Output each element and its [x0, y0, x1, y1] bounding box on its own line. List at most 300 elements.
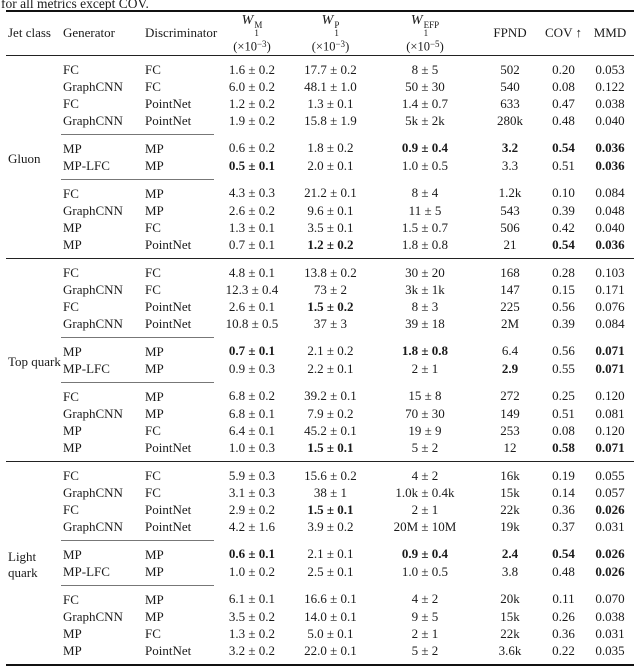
column-header-w1p [290, 11, 371, 55]
table-row [6, 563, 634, 586]
metric-cell: 15k [500, 484, 520, 500]
discriminator-cell: PointNet [145, 439, 192, 455]
table-row [6, 95, 634, 112]
metric-symbol-sub: 1 [423, 28, 429, 38]
metric-cell: 0.9 ± 0.3 [228, 360, 276, 376]
discriminator-cell: FC [145, 422, 161, 438]
metric-cell: 4.8 ± 0.1 [214, 258, 290, 281]
discriminator-cell: MP [143, 563, 214, 586]
metric-cell: 0.26 [552, 608, 575, 624]
metric-symbol-scripts [334, 21, 339, 37]
discriminator-cell: MP [145, 591, 164, 607]
discriminator-cell: MP [143, 134, 214, 157]
generator-cell: FC [63, 61, 79, 77]
metric-cell: 22.0 ± 0.1 [304, 642, 357, 658]
metric-cell: 6.8 ± 0.2 [228, 388, 276, 404]
generator-cell: MP [63, 422, 82, 438]
caption-fragment: for all metrics except COV. [1, 0, 149, 10]
generator-cell: FC [63, 185, 79, 201]
metric-cell: 0.54 [552, 546, 575, 562]
discriminator-cell: MP [145, 202, 164, 218]
metric-cell: 45.2 ± 0.1 [304, 422, 357, 438]
metric-cell: 19k [500, 518, 520, 534]
metric-cell: 3.6k [498, 642, 522, 658]
metric-cell: 0.08 [552, 422, 575, 438]
metric-cell: 1.4 ± 0.7 [401, 95, 449, 111]
metric-cell: 0.51 [552, 157, 575, 173]
generator-cell: GraphCNN [63, 315, 123, 331]
discriminator-cell: FC [145, 484, 161, 500]
metric-cell: 0.6 ± 0.2 [228, 140, 276, 156]
table-row [6, 236, 634, 259]
discriminator-cell: FC [145, 281, 161, 297]
table-row [6, 484, 634, 501]
generator-cell: GraphCNN [63, 405, 123, 421]
metric-cell: 3.3 [501, 157, 519, 173]
table-row [6, 258, 634, 281]
metric-cell: 39.2 ± 0.1 [304, 388, 357, 404]
metric-symbol [371, 12, 479, 37]
generator-cell: FC [61, 258, 143, 281]
metric-cell: 12.3 ± 0.4 [225, 281, 279, 297]
metric-cell: 253 [500, 422, 520, 438]
metric-cell: 1.3 ± 0.2 [228, 625, 276, 641]
metric-cell: 2.5 ± 0.1 [307, 563, 354, 579]
table-row [6, 315, 634, 338]
metric-cell: 1.8 ± 0.8 [401, 236, 449, 252]
metric-cell: 4 ± 2 [371, 461, 479, 484]
metric-cell: 0.171 [595, 281, 625, 297]
metric-cell: 0.54 [552, 236, 575, 252]
metric-scale [371, 37, 479, 55]
metric-cell: 3.2 ± 0.2 [228, 642, 276, 658]
metric-symbol [290, 12, 371, 37]
table-row [6, 219, 634, 236]
column-header-mmd: MMD [586, 11, 634, 55]
metric-cell: 8 ± 5 [411, 61, 439, 77]
table-row [6, 608, 634, 625]
metric-cell: 0.038 [595, 608, 625, 624]
metric-symbol-sub: 1 [254, 28, 259, 38]
metric-cell: 0.048 [595, 202, 625, 218]
column-header-fpnd: FPND [479, 11, 541, 55]
metric-cell: 17.7 ± 0.2 [304, 61, 357, 77]
metric-cell: 9 ± 5 [411, 608, 439, 624]
metric-cell: 506 [500, 219, 520, 235]
metric-cell: 39 ± 18 [405, 315, 445, 331]
metric-cell: 2 ± 1 [411, 501, 439, 517]
metric-cell: 0.11 [552, 591, 575, 607]
metric-symbol-scripts [424, 21, 440, 37]
metric-cell: 2.1 ± 0.2 [307, 343, 354, 359]
discriminator-cell: PointNet [145, 298, 192, 314]
metric-cell: 0.15 [552, 281, 575, 297]
table-row [6, 501, 634, 518]
column-header-jet: Jet class [6, 11, 61, 55]
generator-cell: MP [63, 219, 82, 235]
metric-cell: 1.2k [498, 185, 522, 201]
metric-cell: 10.8 ± 0.5 [225, 315, 279, 331]
metric-cell: 2.0 ± 0.1 [307, 157, 354, 173]
metric-cell: 0.026 [595, 563, 625, 579]
metric-cell: 0.084 [595, 185, 625, 201]
metric-cell: 0.122 [595, 78, 625, 94]
metric-cell: 0.51 [552, 405, 575, 421]
generator-cell: GraphCNN [63, 281, 123, 297]
discriminator-cell: PointNet [145, 518, 192, 534]
metric-cell: 0.035 [595, 642, 625, 658]
metric-cell: 0.48 [552, 112, 575, 128]
metric-scale-exponent: −5 [429, 39, 440, 49]
caption-fragment-wrap [0, 0, 640, 10]
metric-cell: 0.39 [552, 202, 575, 218]
metric-cell: 5.9 ± 0.3 [214, 461, 290, 484]
metric-scale [290, 37, 371, 55]
generator-cell: FC [63, 501, 79, 517]
generator-cell: FC [61, 461, 143, 484]
metric-cell: 0.120 [595, 422, 625, 438]
metric-cell: 15 ± 8 [408, 388, 442, 404]
discriminator-cell: MP [143, 157, 214, 180]
metric-cell: 0.56 [552, 343, 575, 359]
metric-cell: 3k ± 1k [405, 281, 445, 297]
discriminator-cell: PointNet [145, 112, 192, 128]
metric-cell: 0.031 [595, 518, 625, 534]
metric-cell: 0.37 [552, 518, 575, 534]
metric-cell: 3.5 ± 0.1 [307, 219, 354, 235]
metric-cell: 0.026 [595, 501, 625, 517]
metric-cell: 0.42 [552, 219, 575, 235]
metric-scale-prefix: (×10 [233, 39, 257, 54]
generator-cell: MP-LFC [61, 360, 143, 383]
metric-cell: 1.8 ± 0.2 [307, 140, 354, 156]
generator-cell: MP [61, 540, 143, 563]
discriminator-cell: PointNet [145, 236, 192, 252]
metric-cell: 8 ± 3 [411, 298, 439, 314]
metric-cell: 6.1 ± 0.1 [228, 591, 276, 607]
metric-cell: 1.5 ± 0.2 [307, 298, 354, 314]
metric-cell: 2 ± 1 [411, 625, 439, 641]
metric-cell: 225 [500, 298, 520, 314]
generator-cell: MP [61, 134, 143, 157]
metric-cell: 2.2 ± 0.1 [307, 360, 354, 376]
metric-cell: 2.1 ± 0.1 [307, 546, 354, 562]
discriminator-cell: FC [145, 625, 161, 641]
metric-cell: 50 ± 30 [405, 78, 445, 94]
metric-scale-prefix: (×10 [311, 39, 336, 54]
table-row [6, 78, 634, 95]
discriminator-cell: MP [145, 185, 164, 201]
metric-symbol-base: W [410, 13, 423, 28]
metric-cell: 168 [479, 258, 541, 281]
metric-cell: 0.026 [595, 546, 625, 562]
metric-symbol [214, 12, 290, 37]
table-row [6, 518, 634, 541]
metric-cell: 0.084 [595, 315, 625, 331]
metric-symbol-sup: M [254, 20, 263, 30]
jet-class-label: Gluon [8, 151, 41, 166]
metric-cell: 48.1 ± 1.0 [304, 78, 357, 94]
table-row [6, 337, 634, 360]
metric-cell: 0.076 [595, 298, 625, 314]
metric-cell: 2M [500, 315, 520, 331]
metric-cell: 149 [500, 405, 520, 421]
metric-cell: 0.036 [595, 140, 625, 156]
metric-cell: 3.2 [501, 140, 519, 156]
metric-symbol-scripts [254, 21, 262, 37]
results-table [6, 10, 634, 666]
metric-cell: 0.071 [595, 439, 625, 455]
metric-cell: 633 [500, 95, 520, 111]
metric-cell: 2.9 ± 0.2 [228, 501, 276, 517]
metric-cell: 12 [503, 439, 517, 455]
metric-cell: 0.053 [595, 61, 625, 77]
generator-cell: MP-LFC [61, 563, 143, 586]
metric-cell: 0.48 [552, 563, 575, 579]
metric-cell: 4.3 ± 0.3 [228, 185, 276, 201]
table-row [6, 134, 634, 157]
metric-cell: 0.040 [595, 219, 625, 235]
metric-cell: 3.5 ± 0.2 [228, 608, 276, 624]
metric-cell: 0.071 [595, 343, 625, 359]
jet-class-label: Light quark [6, 461, 61, 665]
metric-cell: 1.0 ± 0.5 [401, 157, 449, 173]
metric-cell: 0.071 [595, 360, 625, 376]
metric-cell: 4.2 ± 1.6 [228, 518, 276, 534]
generator-cell: GraphCNN [63, 202, 123, 218]
metric-cell: 147 [500, 281, 520, 297]
metric-cell: 4 ± 2 [411, 591, 439, 607]
metric-scale-exponent: −3 [335, 39, 346, 49]
metric-cell: 9.6 ± 0.1 [307, 202, 354, 218]
discriminator-cell: FC [143, 461, 214, 484]
metric-cell: 0.7 ± 0.1 [228, 236, 276, 252]
table-row [6, 422, 634, 439]
discriminator-cell: MP [145, 388, 164, 404]
metric-cell: 15.6 ± 0.2 [290, 461, 371, 484]
metric-cell: 20k [500, 591, 520, 607]
metric-cell: 5.0 ± 0.1 [307, 625, 354, 641]
metric-scale-exponent: −3 [256, 39, 267, 49]
metric-scale-suffix: ) [345, 39, 350, 54]
generator-cell: FC [63, 298, 79, 314]
column-header-w1m [214, 11, 290, 55]
metric-cell: 0.20 [552, 61, 575, 77]
metric-cell: 0.9 ± 0.4 [401, 546, 449, 562]
metric-cell: 6.4 ± 0.1 [228, 422, 276, 438]
metric-cell: 5 ± 2 [411, 439, 439, 455]
metric-cell: 0.6 ± 0.1 [228, 546, 276, 562]
generator-cell: GraphCNN [63, 518, 123, 534]
metric-cell: 1.5 ± 0.7 [401, 219, 449, 235]
generator-cell: FC [63, 591, 79, 607]
metric-scale [214, 37, 290, 55]
metric-scale-suffix: ) [439, 39, 444, 54]
jet-class-label: Top quark [6, 258, 61, 461]
metric-cell: 22k [500, 625, 520, 641]
metric-cell: 0.120 [595, 388, 625, 404]
metric-cell: 272 [500, 388, 520, 404]
metric-cell: 15k [500, 608, 520, 624]
metric-cell: 0.54 [552, 140, 575, 156]
discriminator-cell: PointNet [145, 95, 192, 111]
metric-scale-prefix: (×10 [406, 39, 430, 54]
metric-symbol-base: W [321, 13, 334, 28]
discriminator-cell: PointNet [145, 315, 192, 331]
table-row [6, 642, 634, 665]
metric-cell: 0.103 [586, 258, 634, 281]
metric-cell: 0.58 [552, 439, 575, 455]
metric-cell: 0.5 ± 0.1 [228, 157, 276, 173]
discriminator-cell: MP [145, 608, 164, 624]
table-row [6, 360, 634, 383]
generator-cell: MP [63, 642, 82, 658]
generator-cell: FC [63, 388, 79, 404]
metric-cell: 6.8 ± 0.1 [228, 405, 276, 421]
generator-cell: GraphCNN [63, 78, 123, 94]
metric-cell: 0.14 [552, 484, 575, 500]
generator-cell: GraphCNN [63, 608, 123, 624]
metric-cell: 0.22 [552, 642, 575, 658]
metric-cell: 2.6 ± 0.2 [228, 202, 276, 218]
metric-cell: 1.5 ± 0.1 [307, 501, 354, 517]
discriminator-cell: FC [145, 219, 161, 235]
table-row [6, 281, 634, 298]
generator-cell: FC [63, 95, 79, 111]
metric-cell: 8 ± 4 [411, 185, 439, 201]
table-header-row [6, 11, 634, 55]
metric-cell: 0.55 [552, 360, 575, 376]
generator-cell: MP [61, 337, 143, 360]
metric-cell: 16.6 ± 0.1 [304, 591, 357, 607]
metric-cell: 0.36 [552, 625, 575, 641]
metric-cell: 1.2 ± 0.2 [228, 95, 276, 111]
metric-cell: 0.055 [586, 461, 634, 484]
table-row [6, 540, 634, 563]
discriminator-cell: MP [145, 405, 164, 421]
discriminator-cell: PointNet [145, 501, 192, 517]
metric-cell: 1.3 ± 0.1 [307, 95, 354, 111]
metric-cell: 0.28 [541, 258, 586, 281]
column-header-disc: Discriminator [143, 11, 214, 55]
metric-cell: 22k [500, 501, 520, 517]
metric-cell: 1.8 ± 0.8 [401, 343, 449, 359]
metric-cell: 0.10 [552, 185, 575, 201]
metric-cell: 73 ± 2 [313, 281, 348, 297]
metric-cell: 0.39 [552, 315, 575, 331]
metric-cell: 1.6 ± 0.2 [228, 61, 276, 77]
table-row [6, 157, 634, 180]
metric-cell: 280k [497, 112, 523, 128]
table-row [6, 405, 634, 422]
table-row [6, 112, 634, 135]
generator-cell: GraphCNN [63, 484, 123, 500]
metric-cell: 37 ± 3 [313, 315, 348, 331]
table-row [6, 461, 634, 484]
metric-cell: 7.9 ± 0.2 [307, 405, 354, 421]
metric-cell: 70 ± 30 [405, 405, 445, 421]
metric-cell: 6.0 ± 0.2 [228, 78, 276, 94]
generator-cell: GraphCNN [63, 112, 123, 128]
table-row [6, 298, 634, 315]
metric-cell: 0.031 [595, 625, 625, 641]
generator-cell: MP [63, 236, 82, 252]
table-row [6, 179, 634, 202]
metric-cell: 1.2 ± 0.2 [307, 236, 354, 252]
metric-cell: 6.4 [501, 343, 519, 359]
generator-cell: MP-LFC [61, 157, 143, 180]
table-row [6, 625, 634, 642]
metric-cell: 11 ± 5 [408, 202, 442, 218]
column-header-w1efp [371, 11, 479, 55]
column-header-cov: COV ↑ [541, 11, 586, 55]
discriminator-cell: FC [145, 61, 161, 77]
metric-cell: 0.08 [552, 78, 575, 94]
metric-cell: 0.081 [595, 405, 625, 421]
metric-cell: 1.5 ± 0.1 [307, 439, 354, 455]
metric-cell: 21 [503, 236, 517, 252]
metric-cell: 2.6 ± 0.1 [228, 298, 276, 314]
metric-cell: 0.040 [595, 112, 625, 128]
metric-symbol-sub: 1 [334, 28, 339, 38]
metric-cell: 3.1 ± 0.3 [228, 484, 276, 500]
metric-cell: 0.038 [595, 95, 625, 111]
metric-cell: 19 ± 9 [408, 422, 442, 438]
table-row [6, 439, 634, 462]
table-body [6, 55, 634, 665]
metric-cell: 540 [500, 78, 520, 94]
metric-cell: 5 ± 2 [411, 642, 439, 658]
discriminator-cell: MP [143, 540, 214, 563]
metric-scale-suffix: ) [266, 39, 271, 54]
column-header-gen: Generator [61, 11, 143, 55]
table-row [6, 382, 634, 405]
metric-cell: 0.19 [541, 461, 586, 484]
metric-cell: 13.8 ± 0.2 [290, 258, 371, 281]
discriminator-cell: PointNet [145, 642, 192, 658]
metric-cell: 15.8 ± 1.9 [304, 112, 357, 128]
metric-cell: 1.0 ± 0.5 [401, 563, 449, 579]
metric-cell: 0.036 [595, 157, 625, 173]
table-row [6, 55, 634, 78]
metric-cell: 2.4 [501, 546, 519, 562]
metric-cell: 0.9 ± 0.4 [401, 140, 449, 156]
metric-symbol-sup: EFP [423, 20, 440, 30]
metric-cell: 16k [479, 461, 541, 484]
metric-cell: 543 [500, 202, 520, 218]
metric-cell: 38 ± 1 [313, 484, 348, 500]
table-row [6, 202, 634, 219]
generator-cell: MP [63, 439, 82, 455]
metric-cell: 1.0 ± 0.3 [228, 439, 276, 455]
metric-cell: 2 ± 1 [411, 360, 439, 376]
metric-cell: 30 ± 20 [371, 258, 479, 281]
metric-cell: 0.7 ± 0.1 [228, 343, 276, 359]
metric-cell: 1.0 ± 0.2 [228, 563, 276, 579]
metric-cell: 0.25 [552, 388, 575, 404]
generator-cell: MP [63, 625, 82, 641]
metric-cell: 20M ± 10M [393, 518, 457, 534]
metric-cell: 1.9 ± 0.2 [228, 112, 276, 128]
metric-cell: 5k ± 2k [405, 112, 445, 128]
discriminator-cell: MP [143, 337, 214, 360]
discriminator-cell: FC [145, 78, 161, 94]
metric-cell: 14.0 ± 0.1 [304, 608, 357, 624]
discriminator-cell: MP [143, 360, 214, 383]
metric-cell: 3.8 [501, 563, 519, 579]
metric-cell: 1.3 ± 0.1 [228, 219, 276, 235]
metric-cell: 3.9 ± 0.2 [307, 518, 354, 534]
